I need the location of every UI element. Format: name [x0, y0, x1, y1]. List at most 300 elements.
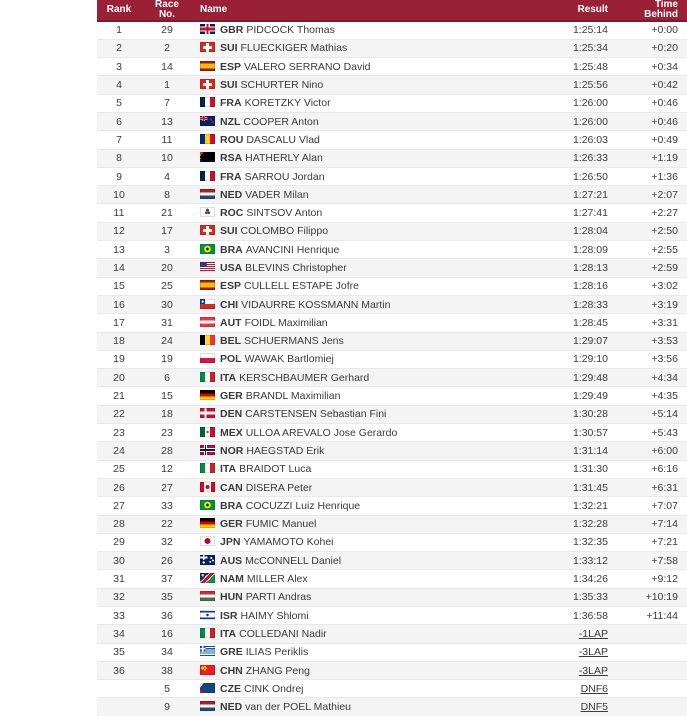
country-flag-icon [200, 24, 215, 34]
athlete-name: WAWAK Bartlomiej [244, 353, 334, 366]
race-no-cell: 24 [141, 332, 193, 350]
race-no-cell: 22 [141, 515, 193, 533]
result-cell: 1:32:35 [520, 533, 610, 551]
athlete-name: BLEVINS Christopher [245, 262, 347, 274]
country-flag-icon [200, 225, 215, 235]
result-cell: 1:26:00 [520, 112, 610, 130]
race-no-cell: 19 [141, 350, 193, 368]
result-cell[interactable]: DNF6 [520, 680, 610, 698]
table-row [97, 259, 687, 277]
result-cell: 1:25:34 [520, 39, 610, 57]
column-header-time-behind [610, 0, 687, 21]
table-row [97, 58, 687, 76]
result-cell: 1:28:45 [520, 314, 610, 332]
name-cell [193, 533, 520, 551]
table-row [97, 21, 687, 39]
rank-cell: 12 [97, 222, 141, 240]
rank-cell: 4 [97, 76, 141, 94]
time-behind-cell: +2:59 [610, 259, 687, 277]
result-cell: 1:27:21 [520, 186, 610, 204]
rank-cell: 1 [116, 24, 122, 37]
noc-code: ITA [220, 371, 237, 384]
result-cell: 1:29:10 [520, 350, 610, 368]
noc-code: SUI [220, 79, 238, 92]
name-cell [193, 588, 520, 606]
rank-cell: 29 [97, 533, 141, 551]
table-header-row [97, 0, 687, 21]
time-behind-cell [610, 625, 687, 643]
time-behind-cell: +0:34 [610, 58, 687, 76]
result-cell: 1:32:28 [520, 515, 610, 533]
column-header-name: Name [193, 0, 520, 21]
country-flag-icon [200, 207, 215, 217]
athlete-name: BRAIDOT Luca [239, 463, 312, 476]
country-flag-icon [200, 317, 215, 327]
country-flag-icon [200, 610, 215, 620]
name-cell [193, 295, 520, 313]
athlete-name: COLLEDANI Nadir [239, 627, 327, 640]
country-flag-icon [200, 134, 215, 144]
result-cell: 1:31:45 [520, 478, 610, 496]
time-behind-cell: +7:14 [610, 515, 687, 533]
time-behind-cell: +0:49 [610, 131, 687, 149]
result-cell: 1:27:41 [520, 204, 610, 222]
country-flag-icon [200, 463, 215, 473]
athlete-name: HAEGSTAD Erik [246, 444, 325, 457]
noc-code: CAN [220, 481, 243, 494]
race-no-cell: 31 [141, 314, 193, 332]
rank-cell: 28 [97, 515, 141, 533]
country-flag-icon [200, 408, 215, 418]
noc-code: ITA [220, 627, 237, 640]
rank-cell: 5 [97, 94, 141, 112]
athlete-name: DISERA Peter [245, 481, 313, 494]
time-behind-cell: +1:19 [610, 149, 687, 167]
name-cell [193, 625, 520, 643]
noc-code: FRA [220, 170, 242, 183]
noc-code: ESP [220, 280, 242, 293]
result-cell: 1:26:03 [520, 131, 610, 149]
noc-code: GRE [220, 646, 243, 659]
name-cell [193, 369, 520, 387]
table-row [97, 131, 687, 149]
country-flag-icon [200, 445, 215, 455]
race-no-cell: 37 [141, 570, 193, 588]
race-no-cell: 20 [141, 259, 193, 277]
noc-code: GER [220, 390, 243, 403]
result-cell: 1:25:56 [520, 76, 610, 94]
country-flag-icon [200, 628, 215, 638]
name-cell [193, 332, 520, 350]
table-row [97, 149, 687, 167]
result-cell: 1:25:48 [520, 58, 610, 76]
noc-code: AUT [220, 316, 242, 329]
noc-code: CHN [220, 664, 243, 677]
noc-code: ITA [220, 463, 237, 476]
time-behind-cell: +9:12 [610, 570, 687, 588]
athlete-name: PARTI Andras [245, 591, 312, 604]
result-cell: 1:30:57 [520, 424, 610, 442]
column-header-race-no-label: Race No. [155, 0, 179, 20]
name-cell [193, 405, 520, 423]
rank-cell: 6 [97, 112, 141, 130]
rank-cell: 11 [97, 204, 141, 222]
noc-code: BRA [220, 499, 243, 512]
country-flag-icon [200, 116, 215, 126]
noc-code: ISR [220, 609, 238, 622]
name-cell [193, 277, 520, 295]
athlete-name: McCONNELL Daniel [245, 554, 342, 567]
rank-cell: 8 [97, 149, 141, 167]
result-cell: 1:29:07 [520, 332, 610, 350]
result-cell: 1:28:16 [520, 277, 610, 295]
athlete-name: VALERO SERRANO David [244, 60, 371, 73]
rank-cell: 26 [97, 478, 141, 496]
noc-code: HUN [220, 591, 243, 604]
time-behind-cell: +3:19 [610, 295, 687, 313]
name-cell [193, 58, 520, 76]
athlete-name: YAMAMOTO Kohei [243, 536, 334, 549]
country-flag-icon [200, 171, 215, 181]
result-cell: 1:28:13 [520, 259, 610, 277]
athlete-name: ULLOA AREVALO Jose Gerardo [245, 426, 398, 439]
noc-code: SUI [220, 42, 238, 55]
time-behind-cell [610, 680, 687, 698]
table-row [97, 112, 687, 130]
noc-code: DEN [220, 408, 243, 421]
table-row [97, 94, 687, 112]
race-no-cell: 4 [141, 167, 193, 185]
athlete-name: KERSCHBAUMER Gerhard [239, 371, 370, 384]
race-no-cell: 18 [141, 405, 193, 423]
result-cell[interactable]: -3LAP [520, 661, 610, 679]
result-cell: 1:36:58 [520, 607, 610, 625]
noc-code: NZL [220, 115, 241, 128]
athlete-name: KORETZKY Victor [244, 97, 331, 110]
athlete-name: VADER Milan [245, 188, 309, 201]
time-behind-cell: +10:19 [610, 588, 687, 606]
noc-code: NOR [220, 444, 244, 457]
time-behind-cell: +0:46 [610, 94, 687, 112]
race-no-cell: 9 [141, 698, 193, 716]
table-row [97, 76, 687, 94]
table-row [97, 497, 687, 515]
time-behind-cell: +2:50 [610, 222, 687, 240]
table-row [97, 552, 687, 570]
rank-cell: 24 [97, 442, 141, 460]
noc-code: ROU [220, 133, 244, 146]
country-flag-icon [200, 244, 215, 254]
rank-cell: 18 [97, 332, 141, 350]
time-behind-cell: +0:46 [610, 112, 687, 130]
noc-code: CHI [220, 298, 239, 311]
rank-cell: 27 [97, 497, 141, 515]
race-no-cell: 34 [141, 643, 193, 661]
race-no-cell: 2 [141, 39, 193, 57]
result-cell[interactable]: DNF5 [520, 698, 610, 716]
race-no-cell: 30 [141, 295, 193, 313]
table-row [97, 167, 687, 185]
rank-cell: 2 [97, 39, 141, 57]
country-flag-icon [200, 665, 215, 675]
rank-cell: 19 [97, 350, 141, 368]
table-row [97, 387, 687, 405]
table-row [97, 661, 687, 679]
race-no-cell: 6 [141, 369, 193, 387]
table-row [97, 607, 687, 625]
athlete-name: COLOMBO Filippo [240, 225, 329, 238]
time-behind-cell: +3:53 [610, 332, 687, 350]
rank-cell: 16 [97, 295, 141, 313]
name-cell [193, 259, 520, 277]
race-no-cell: 23 [141, 424, 193, 442]
country-flag-icon [200, 42, 215, 52]
noc-code: NED [220, 701, 243, 714]
noc-code: AUS [220, 554, 243, 567]
race-no-cell: 14 [141, 58, 193, 76]
time-behind-cell: +3:31 [610, 314, 687, 332]
result-cell: 1:29:48 [520, 369, 610, 387]
rank-cell: 21 [97, 387, 141, 405]
noc-code: BEL [220, 335, 241, 348]
time-behind-cell: +2:55 [610, 241, 687, 259]
time-behind-cell: +6:31 [610, 478, 687, 496]
rank-cell: 7 [97, 131, 141, 149]
result-cell: 1:30:28 [520, 405, 610, 423]
athlete-name: COOPER Anton [243, 115, 319, 128]
rank-cell: 34 [97, 625, 141, 643]
noc-code: ESP [220, 60, 242, 73]
results-table [97, 0, 687, 716]
athlete-name: CINK Ondrej [244, 682, 304, 695]
athlete-name: COCUZZI Luiz Henrique [245, 499, 361, 512]
race-no-cell: 10 [141, 149, 193, 167]
country-flag-icon [200, 390, 215, 400]
athlete-name: AVANCINI Henrique [245, 243, 340, 256]
rank-cell: 9 [97, 167, 141, 185]
name-cell [193, 314, 520, 332]
table-row [97, 332, 687, 350]
name-cell [193, 643, 520, 661]
result-cell: 1:28:33 [520, 295, 610, 313]
result-cell: 1:33:12 [520, 552, 610, 570]
country-flag-icon [200, 555, 215, 565]
table-row [97, 369, 687, 387]
table-row [97, 533, 687, 551]
rank-cell [97, 680, 141, 698]
race-no-cell: 21 [141, 204, 193, 222]
country-flag-icon [200, 61, 215, 71]
country-flag-icon [200, 280, 215, 290]
name-cell [193, 241, 520, 259]
noc-code: ROC [220, 207, 244, 220]
race-no-cell: 33 [141, 497, 193, 515]
rank-cell [97, 698, 141, 716]
country-flag-icon [200, 591, 215, 601]
country-flag-icon [200, 500, 215, 510]
name-cell [193, 186, 520, 204]
rank-cell: 14 [97, 259, 141, 277]
country-flag-icon [200, 299, 215, 309]
country-flag-icon [200, 536, 215, 546]
name-cell [193, 387, 520, 405]
athlete-name: CARSTENSEN Sebastian Fini [245, 408, 387, 421]
rank-cell: 20 [97, 369, 141, 387]
name-cell [193, 661, 520, 679]
table-row [97, 204, 687, 222]
noc-code: MEX [220, 426, 243, 439]
name-cell [193, 607, 520, 625]
table-row [97, 698, 687, 716]
time-behind-cell: +0:20 [610, 39, 687, 57]
table-row [97, 442, 687, 460]
time-behind-cell: +6:16 [610, 460, 687, 478]
country-flag-icon [200, 97, 215, 107]
name-cell [193, 350, 520, 368]
table-row [97, 295, 687, 313]
race-no-cell: 13 [141, 112, 193, 130]
result-cell: 1:31:14 [520, 442, 610, 460]
name-cell [193, 94, 520, 112]
name-cell [193, 552, 520, 570]
result-cell: 1:32:21 [520, 497, 610, 515]
time-behind-cell [610, 643, 687, 661]
athlete-name: CULLELL ESTAPE Jofre [244, 280, 359, 293]
rank-cell: 15 [97, 277, 141, 295]
rank-cell: 25 [97, 460, 141, 478]
country-flag-icon [200, 683, 215, 693]
table-row [97, 424, 687, 442]
result-cell: 1:28:09 [520, 241, 610, 259]
race-no-cell: 7 [141, 94, 193, 112]
athlete-name: FOIDL Maximilian [244, 316, 328, 329]
noc-code: USA [220, 262, 243, 274]
race-no-cell: 8 [141, 186, 193, 204]
race-no-cell: 15 [141, 387, 193, 405]
rank-cell: 36 [97, 661, 141, 679]
noc-code: POL [220, 353, 242, 366]
race-no-cell: 12 [141, 460, 193, 478]
name-cell [193, 131, 520, 149]
name-cell [193, 497, 520, 515]
athlete-name: van der POEL Mathieu [245, 701, 352, 714]
name-cell [193, 460, 520, 478]
country-flag-icon [200, 152, 215, 162]
noc-code: BRA [220, 243, 243, 256]
column-header-rank: Rank [97, 0, 141, 21]
noc-code: SUI [220, 225, 238, 238]
name-cell [193, 21, 520, 39]
name-cell [193, 680, 520, 698]
race-no-cell: 25 [141, 277, 193, 295]
table-row [97, 460, 687, 478]
time-behind-cell [610, 698, 687, 716]
time-behind-cell: +7:07 [610, 497, 687, 515]
athlete-name: SINTSOV Anton [246, 207, 323, 220]
name-cell [193, 442, 520, 460]
race-no-cell: 29 [161, 24, 173, 37]
table-row [97, 515, 687, 533]
noc-code: NAM [220, 573, 244, 586]
name-cell [193, 698, 520, 716]
name-cell [193, 515, 520, 533]
table-row [97, 241, 687, 259]
column-header-result: Result [520, 0, 610, 21]
race-no-cell: 17 [141, 222, 193, 240]
time-behind-cell: +3:56 [610, 350, 687, 368]
race-no-cell: 27 [141, 478, 193, 496]
noc-code: GBR [220, 24, 244, 37]
race-no-cell: 28 [141, 442, 193, 460]
country-flag-icon [200, 646, 215, 656]
race-no-cell: 16 [141, 625, 193, 643]
athlete-name: HAIMY Shlomi [240, 609, 309, 622]
time-behind-cell: +11:44 [610, 607, 687, 625]
result-cell: 1:34:26 [520, 570, 610, 588]
race-no-cell: 3 [141, 241, 193, 259]
table-row [97, 350, 687, 368]
result-cell[interactable]: -3LAP [520, 643, 610, 661]
name-cell [193, 478, 520, 496]
table-row [97, 222, 687, 240]
time-behind-cell: +0:00 [651, 24, 678, 37]
athlete-name: MILLER Alex [246, 573, 308, 586]
table-row [97, 570, 687, 588]
country-flag-icon [200, 262, 215, 272]
country-flag-icon [200, 573, 215, 583]
table-row [97, 588, 687, 606]
name-cell [193, 149, 520, 167]
race-no-cell: 35 [141, 588, 193, 606]
column-header-time-behind-label: Time Behind [644, 0, 678, 20]
table-row [97, 314, 687, 332]
rank-cell: 10 [97, 186, 141, 204]
athlete-name: SCHUERMANS Jens [244, 335, 344, 348]
result-cell[interactable]: -1LAP [520, 625, 610, 643]
country-flag-icon [200, 482, 215, 492]
time-behind-cell [610, 661, 687, 679]
noc-code: FRA [220, 97, 242, 110]
time-behind-cell: +4:35 [610, 387, 687, 405]
time-behind-cell: +7:58 [610, 552, 687, 570]
column-header-race-no [141, 0, 193, 21]
result-cell: 1:26:50 [520, 167, 610, 185]
rank-cell: 32 [97, 588, 141, 606]
athlete-name: ILIAS Periklis [245, 646, 309, 659]
table-row [97, 680, 687, 698]
rank-cell: 13 [97, 241, 141, 259]
time-behind-cell: +5:14 [610, 405, 687, 423]
rank-cell: 23 [97, 424, 141, 442]
athlete-name: BRANDL Maximilian [245, 390, 341, 403]
name-cell [193, 167, 520, 185]
athlete-name: PIDCOCK Thomas [246, 24, 335, 37]
time-behind-cell: +4:34 [610, 369, 687, 387]
athlete-name: FUMIC Manuel [245, 518, 317, 531]
noc-code: NED [220, 188, 243, 201]
athlete-name: SARROU Jordan [244, 170, 325, 183]
rank-cell: 35 [97, 643, 141, 661]
table-row [97, 478, 687, 496]
table-row [97, 186, 687, 204]
race-no-cell: 1 [141, 76, 193, 94]
time-behind-cell: +0:42 [610, 76, 687, 94]
rank-cell: 3 [97, 58, 141, 76]
time-behind-cell: +2:07 [610, 186, 687, 204]
table-row [97, 625, 687, 643]
race-no-cell: 5 [141, 680, 193, 698]
country-flag-icon [200, 518, 215, 528]
